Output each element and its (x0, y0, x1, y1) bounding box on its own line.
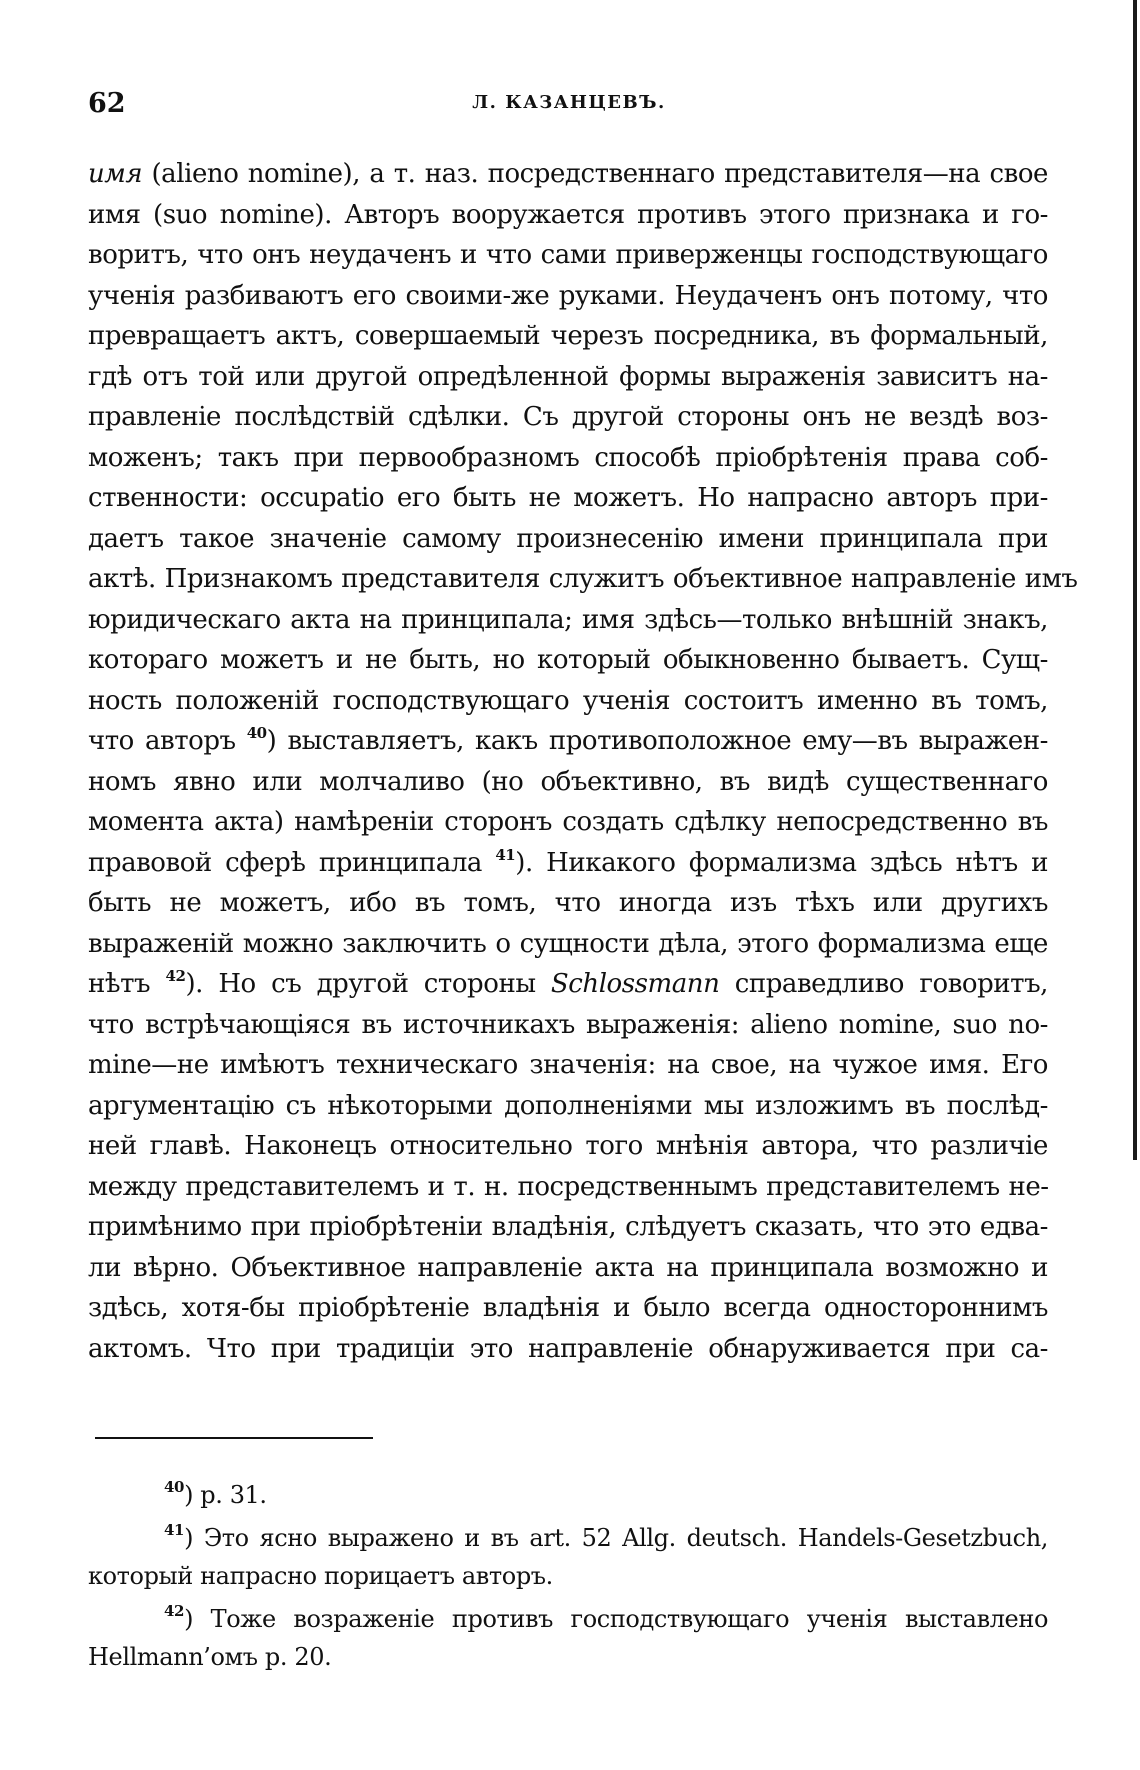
footnote-40: $^{40}$) p. 31. (164, 1478, 267, 1509)
footnote-number: 42 (164, 1602, 185, 1620)
text-line: моженъ; такъ при первообразномъ способѣ пріобрѣтенія права соб- (88, 442, 1048, 473)
page-header (88, 88, 1050, 128)
italic-word: имя (88, 159, 143, 189)
footnotes (88, 1476, 1048, 1676)
text-line: юридическаго акта на принципала; имя здѣсь—только внѣшній знакъ, (88, 604, 1048, 635)
text-line: момента акта) намѣреніи сторонъ создать сдѣлку непосредственно въ (88, 807, 1048, 837)
footnote-41: $^{41}$) Это ясно выражено и въ art. 52 Allg. deutsch. Handels-Gesetzbuch, (164, 1521, 1048, 1552)
footnote-number: 41 (164, 1521, 185, 1539)
text-line: нѣтъ $^{42}$). Но съ другой стороны Schlossmann справедливо говоритъ, (88, 967, 1048, 999)
text-line: ность положеній господствующаго ученія состоитъ именно въ томъ, (88, 685, 1048, 716)
text-line: что встрѣчающіяся въ источникахъ выраженія: alieno nomine, suo no- (88, 1009, 1048, 1040)
footnote-42-continued: Hellmann’омъ p. 20. (88, 1643, 332, 1671)
text-line: даетъ такое значеніе самому произнесенію имени принципала при (88, 523, 1048, 554)
footnote-ref-41[interactable]: 41 (495, 845, 516, 864)
footnote-number: 40 (164, 1478, 185, 1496)
text-line: гдѣ отъ той или другой опредѣленной формы выраженія зависитъ на- (88, 361, 1048, 392)
text-line: здѣсь, хотя-бы пріобрѣтеніе владѣнія и было всегда одностороннимъ (88, 1293, 1048, 1323)
page-edge-shadow (1133, 0, 1137, 1160)
footnote-ref-42[interactable]: 42 (165, 967, 186, 985)
text-line: аргументацію съ нѣкоторыми дополненіями мы изложимъ въ послѣд- (88, 1090, 1048, 1121)
footnote-ref-40[interactable]: 40 (246, 724, 267, 742)
text-line: превращаетъ актъ, совершаемый черезъ посредника, въ формальный, (88, 321, 1048, 351)
text-line: актѣ. Признакомъ представителя служитъ объективное направленіе имъ (88, 564, 1078, 594)
footnote-42: $^{42}$) Тоже возраженіе противъ господствующаго ученія выставлено (164, 1602, 1048, 1633)
text-line: номъ явно или молчаливо (но объективно, въ видѣ существеннаго (88, 766, 1048, 797)
text-line: что авторъ $^{40}$) выставляетъ, какъ противоположное ему—въ выражен- (88, 724, 1048, 756)
text-line: ственности: occupatio его быть не можетъ. Но напрасно авторъ при- (88, 483, 1048, 513)
text-line: быть не можетъ, ибо въ томъ, что иногда изъ тѣхъ или другихъ (88, 888, 1048, 918)
text-line: имя (alieno nomine), а т. наз. посредственнаго представителя—на свое (88, 159, 1048, 189)
footnote-41-continued: который напрасно порицаетъ авторъ. (88, 1562, 553, 1590)
footnote-divider (95, 1437, 373, 1439)
body-paragraph (88, 154, 1078, 1369)
text-line: между представителемъ и т. н. посредственнымъ представителемъ не- (88, 1171, 1049, 1202)
text-line: ученія разбиваютъ его своими-же руками. Неудаченъ онъ потому, что (88, 280, 1048, 311)
text-line: примѣнимо при пріобрѣтеніи владѣнія, слѣдуетъ сказать, что это едва- (88, 1212, 1048, 1242)
text-line: mine—не имѣютъ техническаго значенія: на свое, на чужое имя. Его (88, 1050, 1048, 1080)
italic-name: Schlossmann (550, 969, 720, 999)
text-line: выраженій можно заключить о сущности дѣла, этого формализма еще (88, 928, 1048, 959)
text-line: правовой сферѣ принципала $^{41}$). Никакого формализма здѣсь нѣтъ и (88, 845, 1048, 878)
text-line: ли вѣрно. Объективное направленіе акта на принципала возможно и (88, 1252, 1048, 1283)
text-line: правленіе послѣдствій сдѣлки. Съ другой стороны онъ не вездѣ воз- (88, 402, 1048, 432)
text-line: ней главѣ. Наконецъ относительно того мнѣнія автора, что различіе (88, 1131, 1048, 1161)
page-number: 62 (88, 88, 126, 119)
text-line: воритъ, что онъ неудаченъ и что сами приверженцы господствующаго (88, 240, 1048, 270)
text-line: актомъ. Что при традиціи это направленіе обнаруживается при са- (88, 1333, 1048, 1364)
text-line: имя (suo nomine). Авторъ вооружается противъ этого признака и го- (88, 199, 1048, 230)
running-head: Л. КАЗАНЦЕВЪ. (472, 92, 666, 113)
text-line: котораго можетъ и не быть, но который обыкновенно бываетъ. Сущ- (88, 645, 1048, 675)
